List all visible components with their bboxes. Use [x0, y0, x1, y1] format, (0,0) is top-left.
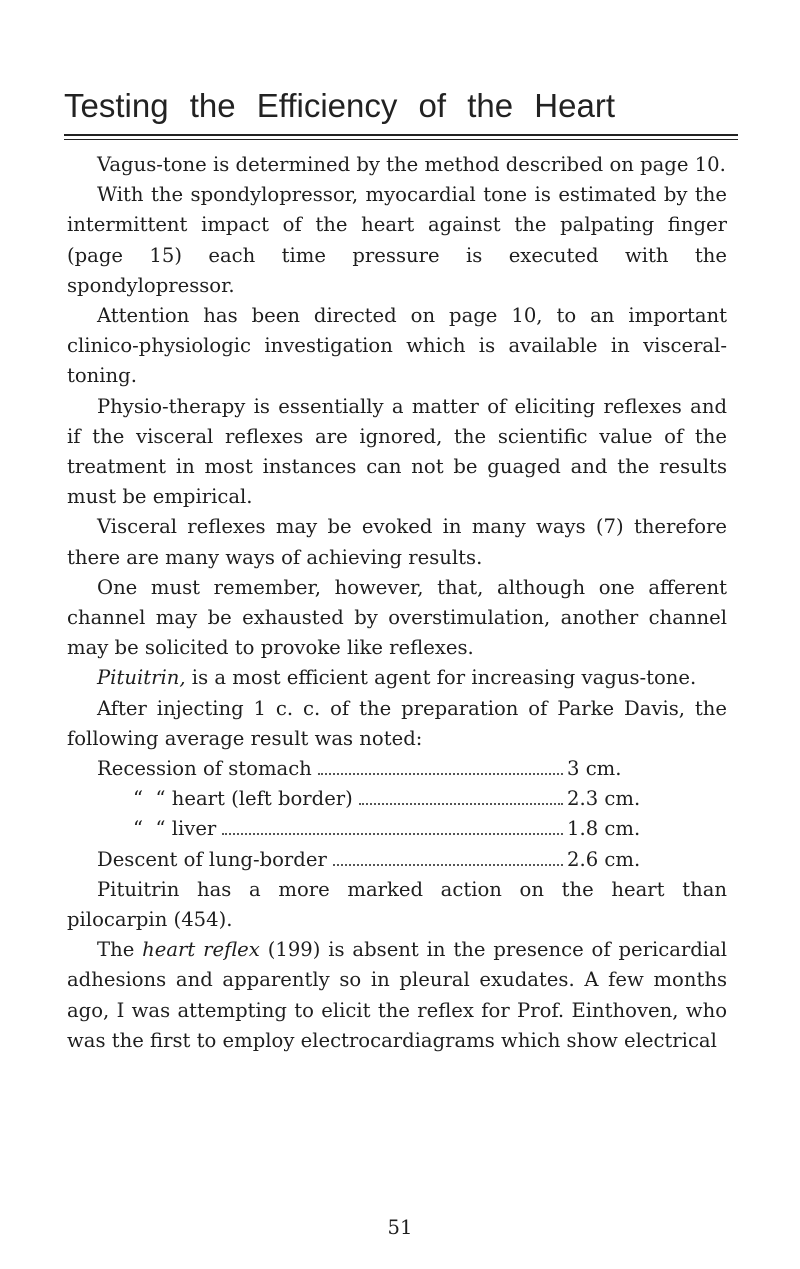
- ditto-marks: “ “: [133, 787, 166, 811]
- paragraph-comparison: Pituitrin has a more marked action on the heart than pilocarpin (454).: [67, 877, 727, 932]
- result-label: heart (left border): [171, 787, 353, 811]
- header-rule-thick: [64, 134, 738, 136]
- paragraph-injection: After injecting 1 c. c. of the preparation of Parke Davis, the following average result was noted:: [67, 696, 727, 750]
- paragraph-afferent-channel: One must remember, however, that, although one afferent channel may be exhausted by overstimulation, another channel may be solicited to provoke like reflexes.: [67, 575, 727, 660]
- pituitrin-rest: is a most efficient agent for increasing vagus-tone.: [185, 666, 697, 690]
- leader-dots: [333, 863, 563, 866]
- paragraph-attention: Attention has been directed on page 10, to an important clinico-physiologic investigation which is available in visceral-toning.: [67, 304, 727, 388]
- header-rule-thin: [64, 139, 738, 140]
- result-value: 2.6 cm.: [567, 847, 641, 871]
- pituitrin-emphasis: Pituitrin,: [97, 666, 186, 690]
- paragraph-visceral-reflexes: Visceral reflexes may be evoked in many ways (7) therefore there are many ways of achieving results.: [67, 515, 727, 569]
- result-row: [97, 784, 657, 814]
- heart-reflex-rest: (199) is absent in the presence of pericardial adhesions and apparently so in pleural exudates. A few months ago, I was attempting to elicit the reflex for Prof. Einthoven, who was the first to employ electrocardiagrams which show electrical: [67, 938, 728, 1052]
- leader-dots: [222, 832, 563, 835]
- result-row: [97, 845, 657, 875]
- running-title: Testing the Efficiency of the Heart: [64, 87, 615, 124]
- paragraph-physio-therapy: Physio-therapy is essentially a matter of eliciting reflexes and if the visceral reflexes are ignored, the scientific value of the treatment in most instances can not be guaged and the results must be empirical.: [67, 394, 727, 509]
- paragraph-pituitrin: [67, 663, 727, 693]
- leader-dots: [318, 772, 563, 775]
- result-label: liver: [171, 817, 217, 841]
- heart-reflex-lead: The: [97, 938, 143, 962]
- paragraph-heart-reflex: [67, 935, 727, 1056]
- result-label: Descent of lung-border: [97, 847, 327, 871]
- page-number: 51: [387, 1216, 413, 1239]
- leader-dots: [359, 802, 563, 805]
- result-value: 2.3 cm.: [567, 787, 641, 811]
- page-header: [64, 86, 738, 146]
- result-label: Recession of stomach: [97, 757, 312, 781]
- result-value: 3 cm.: [567, 757, 622, 781]
- result-value: 1.8 cm.: [567, 817, 641, 841]
- paragraph-vagus-tone: Vagus-tone is determined by the method described on page 10.: [97, 153, 726, 176]
- results-table: [97, 754, 657, 875]
- result-row: [97, 754, 657, 784]
- heart-reflex-emphasis: heart reflex: [142, 938, 260, 962]
- body-text: [67, 150, 727, 1056]
- ditto-marks: “ “: [133, 817, 166, 841]
- result-row: [97, 814, 657, 844]
- paragraph-spondylopressor: With the spondylopressor, myocardial tone is estimated by the intermittent impact of the heart against the palpating finger (page 15) each time pressure is executed with the spondylopressor.: [67, 183, 727, 297]
